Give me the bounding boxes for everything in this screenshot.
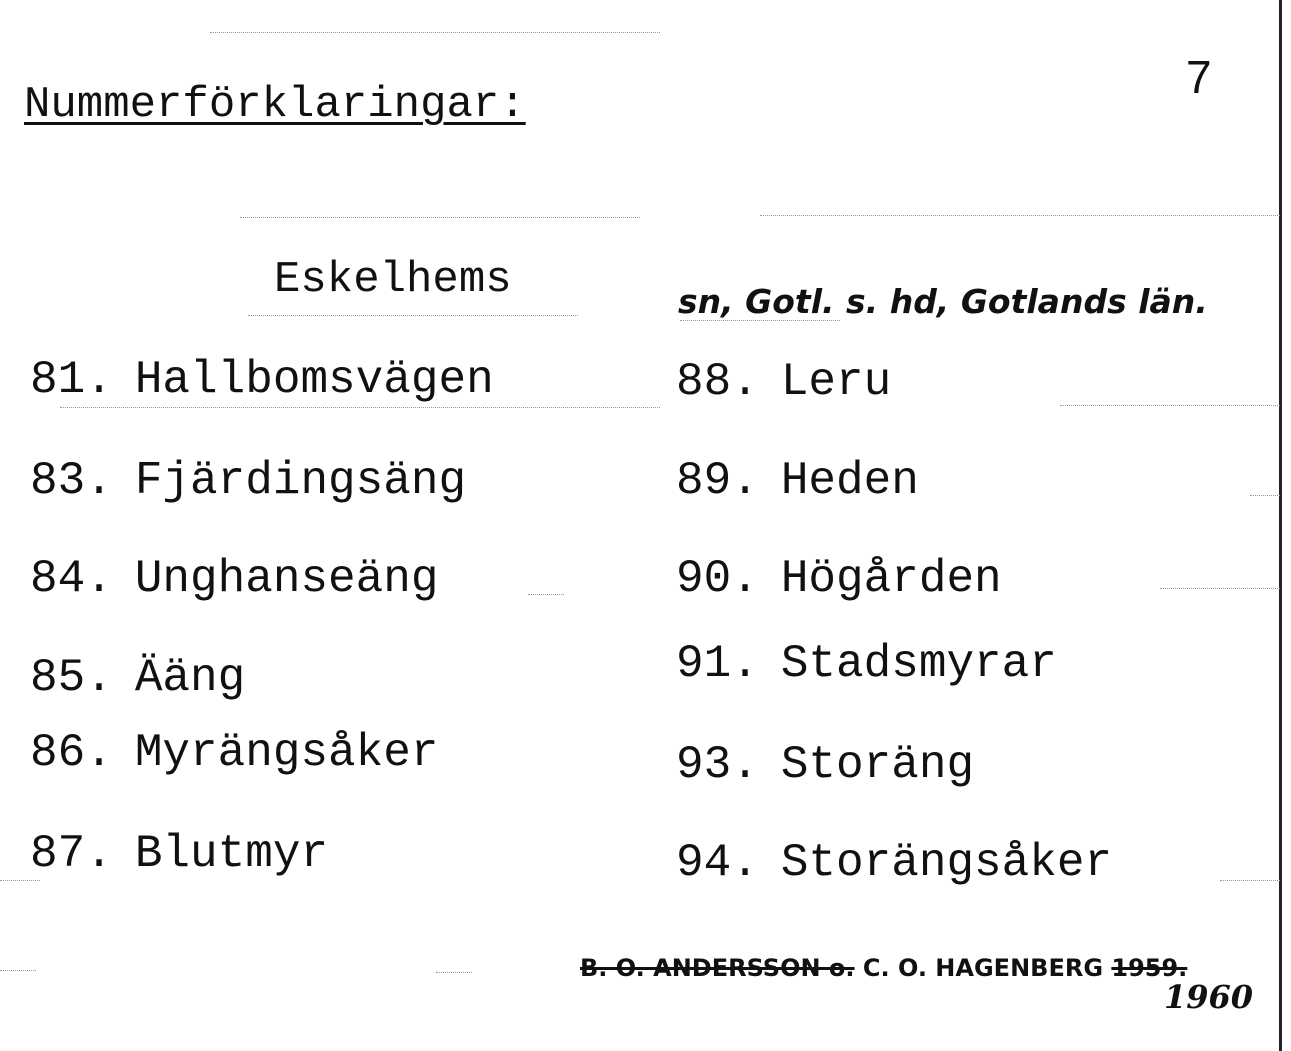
- dotted-guide: [1160, 588, 1280, 589]
- entry-name: Storängsåker: [780, 837, 1113, 889]
- entry-number: 94.: [676, 837, 759, 889]
- dotted-guide: [436, 972, 472, 973]
- list-item: [676, 455, 919, 507]
- entry-number: 84.: [30, 553, 113, 605]
- entry-name: Leru: [780, 356, 892, 408]
- entry-number: 88.: [676, 356, 759, 408]
- entry-number: 89.: [676, 455, 759, 507]
- entry-number: 91.: [676, 638, 759, 690]
- entry-name: Myrängsåker: [134, 727, 439, 779]
- entry-name: Fjärdingsäng: [134, 455, 467, 507]
- dotted-guide: [528, 594, 564, 595]
- list-item: [30, 652, 245, 704]
- entry-name: Blutmyr: [134, 828, 329, 880]
- entry-number: 87.: [30, 828, 113, 880]
- list-item: [30, 553, 438, 605]
- entry-number: 93.: [676, 739, 759, 791]
- dotted-guide: [0, 880, 40, 881]
- entry-name: Hallbomsvägen: [134, 354, 494, 406]
- dotted-guide: [60, 407, 660, 408]
- handwritten-year: 1960: [1164, 978, 1254, 1016]
- dotted-guide: [248, 315, 578, 316]
- entry-number: 83.: [30, 455, 113, 507]
- credit-line: [580, 954, 1187, 982]
- parish-name: Eskelhems: [274, 255, 512, 305]
- entry-number: 85.: [30, 652, 113, 704]
- card-edge: [1279, 0, 1282, 1051]
- struck-year: 1959.: [1111, 954, 1188, 982]
- entry-name: Högården: [780, 553, 1002, 605]
- struck-names: B. O. ANDERSSON o.: [580, 954, 855, 982]
- dotted-guide: [760, 215, 1280, 216]
- dotted-guide: [210, 32, 660, 33]
- list-item: [676, 638, 1057, 690]
- dotted-guide: [1250, 495, 1280, 496]
- dotted-guide: [1060, 405, 1280, 406]
- list-item: [30, 354, 494, 406]
- entry-number: 86.: [30, 727, 113, 779]
- entry-name: Ääng: [134, 652, 246, 704]
- dotted-guide: [1220, 880, 1280, 881]
- list-item: [676, 356, 891, 408]
- list-item: [676, 837, 1112, 889]
- list-item: [676, 553, 1002, 605]
- entry-name: Unghanseäng: [134, 553, 439, 605]
- list-item: [30, 727, 438, 779]
- region-line: sn, Gotl. s. hd, Gotlands län.: [678, 282, 1208, 321]
- credit-names: C. O. HAGENBERG: [862, 954, 1104, 982]
- page-number: 7: [1186, 51, 1212, 103]
- list-item: [30, 455, 466, 507]
- list-item: [30, 828, 328, 880]
- card-heading: Nummerförklaringar:: [24, 80, 526, 130]
- entry-name: Stadsmyrar: [780, 638, 1057, 690]
- entry-number: 81.: [30, 354, 113, 406]
- entry-name: Storäng: [780, 739, 975, 791]
- entry-name: Heden: [780, 455, 919, 507]
- dotted-guide: [0, 970, 36, 971]
- list-item: [676, 739, 974, 791]
- entry-number: 90.: [676, 553, 759, 605]
- dotted-guide: [240, 217, 640, 218]
